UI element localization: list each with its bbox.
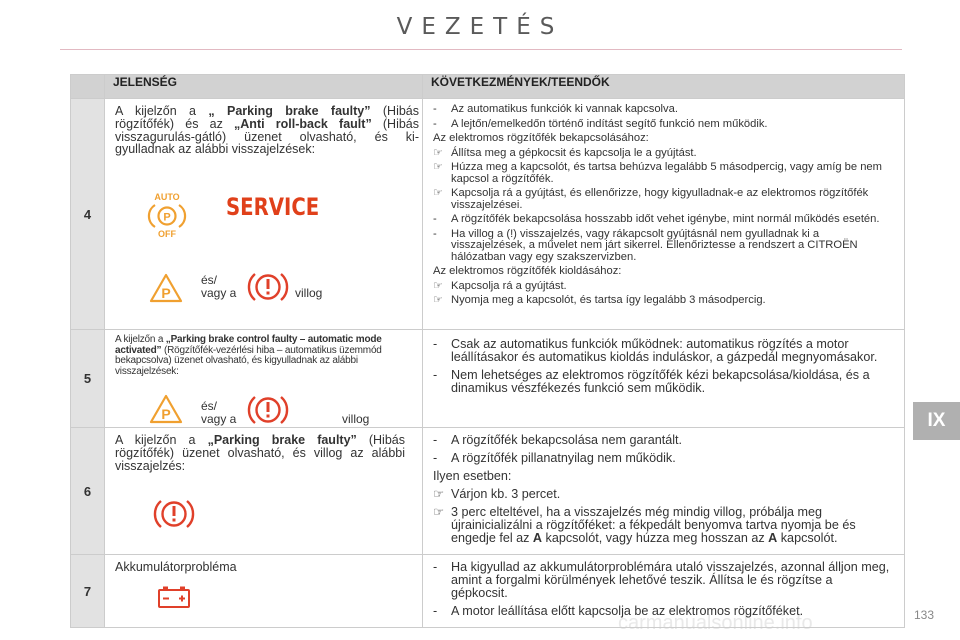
header-consequences: KÖVETKEZMÉNYEK/TEENDŐK <box>423 75 905 99</box>
or-label: vagy a <box>201 412 237 426</box>
parking-warning-triangle-icon <box>149 394 183 429</box>
symptom-text: A kijelzőn a „Parking brake control faulty – automatic mode activated” (Rögzítőfék-vezérlési hiba – automatikus üzemmód bekapcsolva) üzenet olvasható, és kigyulladnak az alábbi visszajelzések: <box>115 334 382 377</box>
consequences-cell <box>423 330 905 428</box>
hand-icon: ☞ <box>433 505 445 519</box>
blink-label: villog <box>295 286 323 300</box>
chapter-tab[interactable]: IX <box>913 402 960 440</box>
header-symptom: JELENSÉG <box>105 75 423 99</box>
hand-icon: ☞ <box>433 279 444 292</box>
svg-text:P: P <box>161 285 171 301</box>
header-empty <box>71 75 105 99</box>
list-item: ☞ 3 perc elteltével, ha a visszajelzés még mindig villog, próbálja meg újrainicializálni a rögzítőféket: a fékpedált benyomva tartva nyomja be és engedje fel az A kapcsolót, vagy húzza meg hosszan az A kapcsolót. <box>433 505 856 545</box>
table-row <box>71 99 905 330</box>
battery-icon <box>157 585 191 614</box>
consequences-cell <box>423 428 905 555</box>
page-title: VEZETÉS <box>396 14 564 40</box>
list-item: - A rögzítőfék pillanatnyilag nem működik. <box>433 451 676 465</box>
parking-warning-triangle-icon <box>149 273 183 308</box>
svg-text:P: P <box>161 406 171 422</box>
list-item: - Ha kigyullad az akkumulátorproblémára utaló visszajelzés, azonnal álljon meg, amint a forgalmi körülmények lehetővé teszik. Állítsa le és rögzítse a gépkocsit. <box>433 560 890 600</box>
consequences-list <box>423 428 904 554</box>
hand-icon: ☞ <box>433 187 444 199</box>
and-or-label: és/ <box>201 399 218 413</box>
blink-label: villog <box>342 412 370 426</box>
off-label: OFF <box>158 229 176 237</box>
list-item: ☞ Kapcsolja rá a gyújtást. <box>433 279 567 292</box>
row-number: 4 <box>71 99 105 330</box>
brake-fault-icon <box>247 269 289 310</box>
list-item: - A rögzítőfék bekapcsolása hosszabb időt vehet igénybe, mint normál működés esetén. <box>433 213 880 225</box>
hand-icon: ☞ <box>433 146 444 159</box>
row-number: 6 <box>71 428 105 555</box>
list-item: - A motor leállítása előtt kapcsolja be az elektromos rögzítőféket. <box>433 604 804 618</box>
consequences-list <box>423 555 904 627</box>
consequences-cell <box>423 555 905 628</box>
list-item: - Nem lehetséges az elektromos rögzítőfék kézi bekapcsolása/kioldása, és a dinamikus vészfékezés funkció sem működik. <box>433 368 870 395</box>
hand-icon: ☞ <box>433 487 445 501</box>
symptom-text: Akkumulátorprobléma <box>115 560 237 574</box>
list-heading: Az elektromos rögzítőfék bekapcsolásához: <box>433 132 649 144</box>
brake-fault-icon <box>153 496 195 537</box>
svg-text:P: P <box>163 211 171 224</box>
list-item: - A lejtőn/emelkedőn történő indítást segítő funkció nem működik. <box>433 117 768 130</box>
and-or-label: és/ <box>201 273 218 287</box>
symptom-cell <box>105 330 423 428</box>
symptom-text: A kijelzőn a „ Parking brake faulty” (Hibás rögzítőfék) és az „Anti roll-back fault” (Hibás visszagurulás-gátló) üzenet olvasható, és ki-gyulladnak az alábbi visszajelzések: <box>115 104 420 157</box>
list-heading: Az elektromos rögzítőfék kioldásához: <box>433 265 622 277</box>
consequences-list <box>423 330 904 404</box>
or-label: vagy a <box>201 286 237 300</box>
list-item: ☞ Húzza meg a kapcsolót, és tartsa behúzva legalább 5 másodpercig, vagy amíg be nem kapcsol a rögzítőfék. <box>433 161 882 185</box>
list-item: ☞ Várjon kb. 3 percet. <box>433 487 561 501</box>
warning-table <box>70 74 905 628</box>
list-item: - Ha villog a (!) visszajelzés, vagy rákapcsolt gyújtásnál nem gyulladnak ki a visszajelzések, a művelet nem járt sikerrel. Ellenőriztesse a rendszert a CITROËN hálózatban vagy egy szakszervizben. <box>433 227 858 263</box>
list-item: ☞ Nyomja meg a kapcsolót, és tartsa így legalább 3 másodpercig. <box>433 294 766 306</box>
consequences-cell <box>423 99 905 330</box>
consequences-list <box>423 99 904 314</box>
page-number: 133 <box>914 608 935 622</box>
title-divider <box>60 49 902 50</box>
row-number: 7 <box>71 555 105 628</box>
symptom-cell <box>105 428 423 555</box>
table-header-row <box>71 75 905 99</box>
auto-label: AUTO <box>154 192 180 202</box>
list-item: ☞ Kapcsolja rá a gyújtást, és ellenőrizze, hogy kigyulladnak-e az elektromos rögzítőfék visszajelzései. <box>433 187 869 211</box>
list-item: - Csak az automatikus funkciók működnek: automatikus rögzítés a motor leállításakor és automatikus kioldás induláskor, a gázpedál megnyomásakor. <box>433 337 878 364</box>
parking-brake-auto-off-icon <box>145 191 189 242</box>
list-heading: Ilyen esetben: <box>433 469 512 483</box>
row-number: 5 <box>71 330 105 428</box>
hand-icon: ☞ <box>433 294 444 306</box>
symptom-cell <box>105 555 423 628</box>
symptom-cell <box>105 99 423 330</box>
watermark: carmanualsonline.info <box>618 612 813 634</box>
list-item: - Az automatikus funkciók ki vannak kapcsolva. <box>433 103 678 115</box>
service-warning-icon: SERVICE <box>226 193 320 221</box>
list-item: ☞ Állítsa meg a gépkocsit és kapcsolja le a gyújtást. <box>433 146 697 159</box>
table-row <box>71 428 905 555</box>
symptom-text: A kijelzőn a „Parking brake faulty” (Hibás rögzítőfék) üzenet olvasható, és villog az alábbi visszajelzés: <box>115 433 405 473</box>
list-item: - A rögzítőfék bekapcsolása nem garantált. <box>433 433 683 447</box>
table-row <box>71 555 905 628</box>
hand-icon: ☞ <box>433 161 444 173</box>
table-row <box>71 330 905 428</box>
